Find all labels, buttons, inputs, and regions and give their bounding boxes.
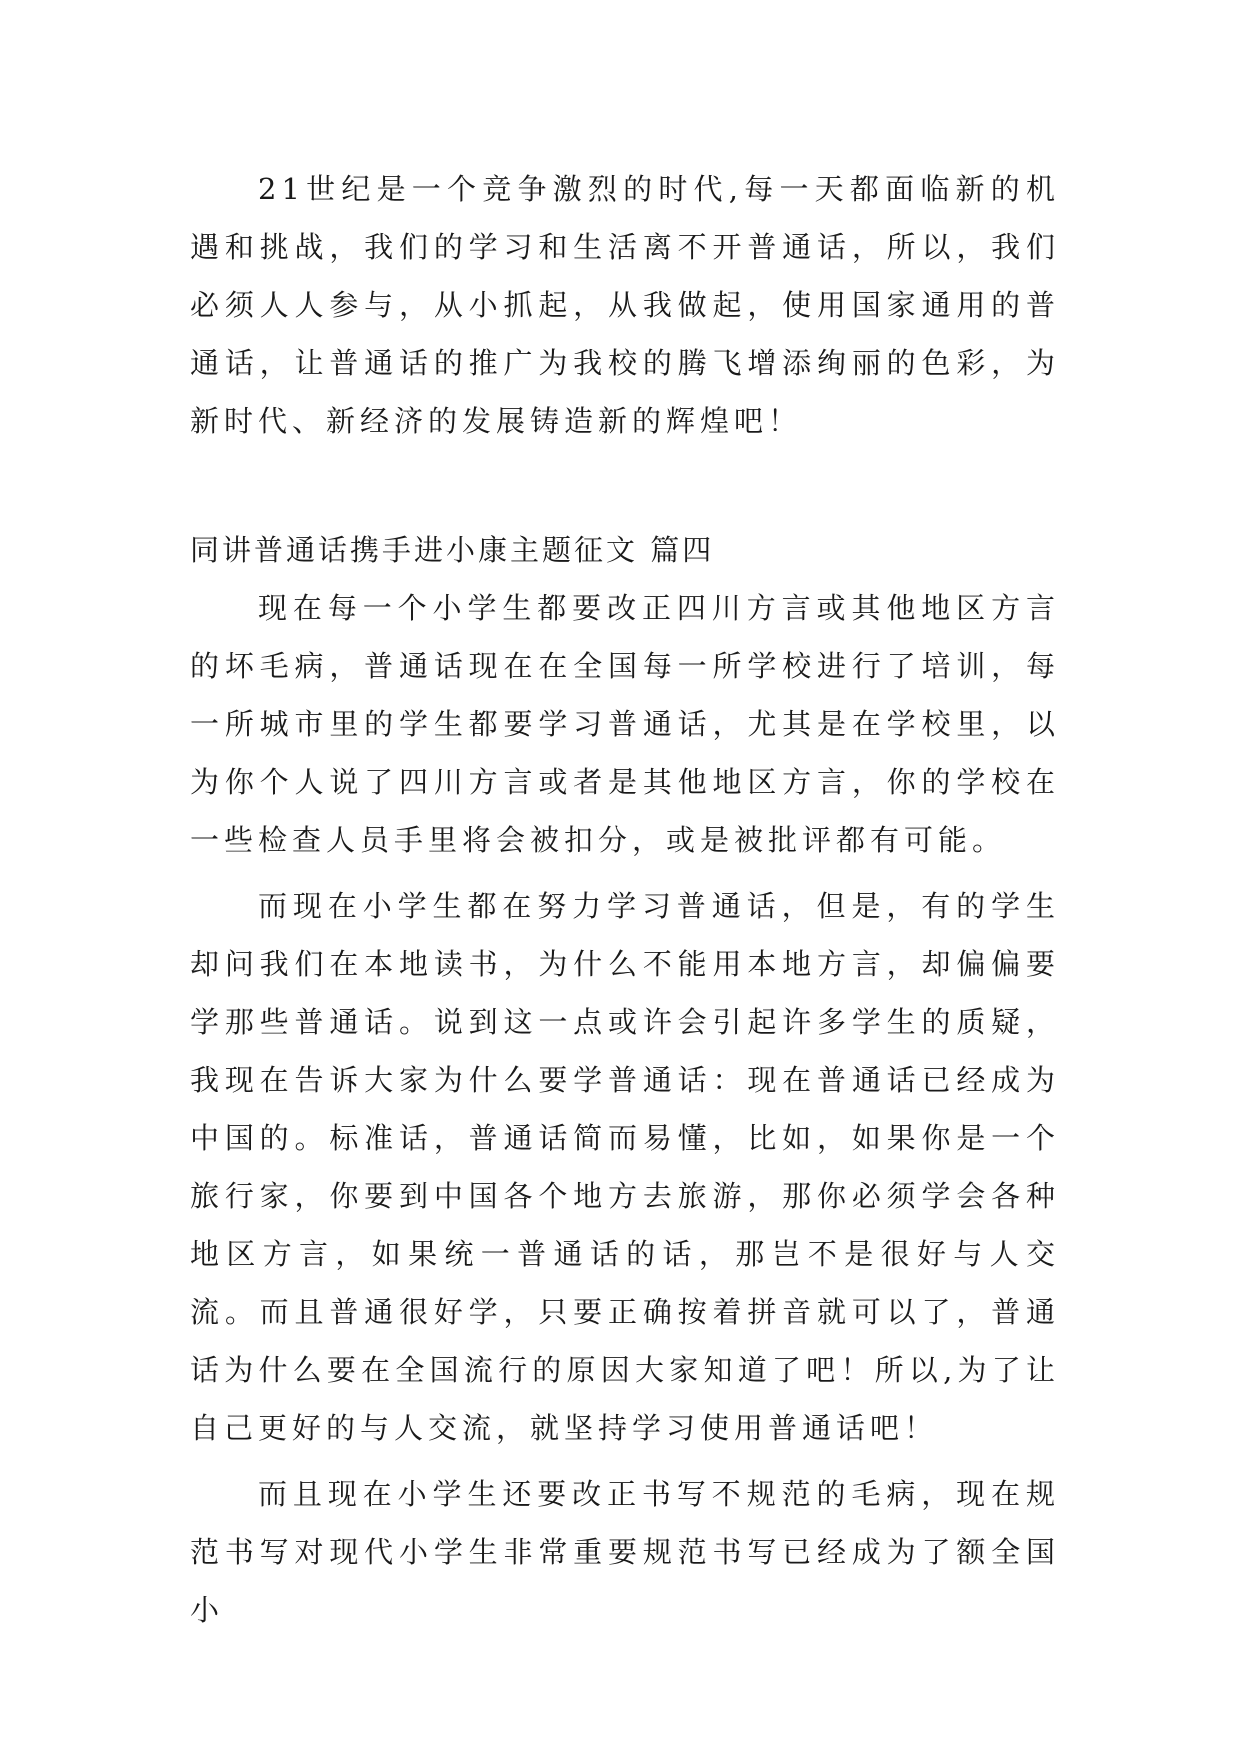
body-paragraph-3: 而且现在小学生还要改正书写不规范的毛病，现在规范书写对现代小学生非常重要规范书写已经成为了额全国小 — [190, 1477, 1060, 1627]
body-paragraph-2: 而现在小学生都在努力学习普通话，但是，有的学生却问我们在本地读书，为什么不能用本地方言，却偏偏要学那些普通话。说到这一点或许会引起许多学生的质疑，我现在告诉大家为什么要学普通话：现在普通话已经成为中国的。标准话，普通话简而易懂，比如，如果你是一个旅行家，你要到中国各个地方去旅游，那你必须学会各种地区方言，如果统一普通话的话，那岂不是很好与人交流。而且普通很好学，只要正确按着拼音就可以了，普通话为什么要在全国流行的原因大家知道了吧！所以,为了让自己更好的与人交流，就坚持学习使用普通话吧！ — [190, 889, 1060, 1445]
intro-paragraph: 21世纪是一个竞争激烈的时代,每一天都面临新的机遇和挑战，我们的学习和生活离不开普通话，所以，我们必须人人参与，从小抓起，从我做起，使用国家通用的普通话，让普通话的推广为我校的腾飞增添绚丽的色彩，为新时代、新经济的发展铸造新的辉煌吧！ — [190, 172, 1060, 438]
body-paragraph-1: 现在每一个小学生都要改正四川方言或其他地区方言的坏毛病，普通话现在在全国每一所学校进行了培训，每一所城市里的学生都要学习普通话，尤其是在学校里，以为你个人说了四川方言或者是其他地区方言，你的学校在一些检查人员手里将会被扣分，或是被批评都有可能。 — [190, 591, 1060, 857]
document-body — [190, 160, 1060, 1639]
section-heading: 同讲普通话携手进小康主题征文 篇四 — [190, 533, 715, 567]
